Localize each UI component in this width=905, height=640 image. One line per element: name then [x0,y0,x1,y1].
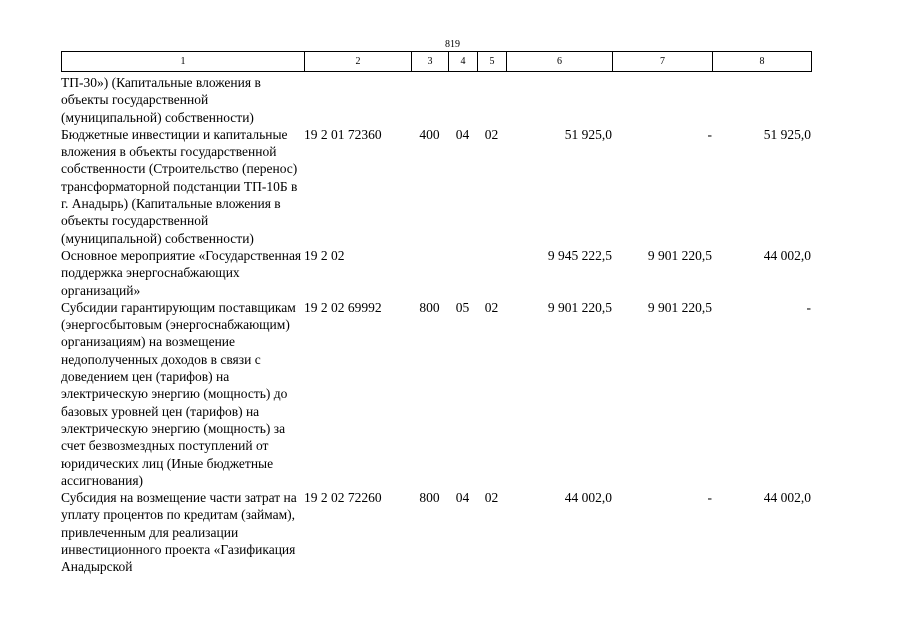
row-col4 [448,74,477,126]
row-code: 19 2 02 72260 [304,490,382,506]
table-row [61,489,811,575]
column-header-table [61,51,812,72]
row-col8: 44 002,0 [763,247,811,263]
row-col5 [477,74,506,126]
row-col8 [712,74,811,126]
row-col6 [506,74,612,126]
table-row [61,74,811,126]
row-col3: 400 [419,126,440,142]
column-header-2: 2 [305,52,412,72]
row-col5 [477,247,506,299]
row-col5: 02 [484,490,499,506]
row-col7: - [707,126,712,142]
row-col6: 9 901 220,5 [547,299,612,315]
row-code: 19 2 02 69992 [304,299,382,315]
column-header-5: 5 [478,52,507,72]
budget-table [61,74,811,576]
column-header-6: 6 [507,52,613,72]
row-col3: 800 [419,490,440,506]
column-header-3: 3 [412,52,449,72]
row-col8: - [806,299,811,315]
row-description: Основное мероприятие «Государственная поддержка энергоснабжающих организаций» [61,247,302,298]
row-code [304,74,411,126]
row-description: ТП-30») (Капитальные вложения в объекты государственной (муниципальной) собственности) [61,75,261,125]
row-col6: 44 002,0 [564,490,612,506]
row-col7: 9 901 220,5 [647,299,712,315]
row-description: Бюджетные инвестиции и капитальные вложения в объекты государственной собственности (Строительство (перенос) трансформаторной подстанции ТП-10Б в г. Анадырь) (Капитальные вложения в объекты государственной (муниципальной) собственности) [61,126,298,246]
row-col3: 800 [419,299,440,315]
row-col6: 51 925,0 [564,126,612,142]
row-col3 [411,74,448,126]
row-col7: - [707,490,712,506]
row-col8: 51 925,0 [763,126,811,142]
column-header-8: 8 [713,52,812,72]
column-header-7: 7 [613,52,713,72]
table-row [61,299,811,489]
row-col8: 44 002,0 [763,490,811,506]
row-col5: 02 [484,126,499,142]
column-header-1: 1 [62,52,305,72]
row-code: 19 2 02 [304,247,345,263]
row-col5: 02 [484,299,499,315]
row-col4: 04 [455,490,470,506]
page-number: 819 [445,39,460,50]
row-col7: 9 901 220,5 [647,247,712,263]
table-row [61,126,811,247]
column-header-4: 4 [449,52,478,72]
row-col3 [411,247,448,299]
row-col4 [448,247,477,299]
table-row [61,247,811,299]
row-col4: 04 [455,126,470,142]
row-col6: 9 945 222,5 [547,247,612,263]
row-description: Субсидии гарантирующим поставщикам (энергосбытовым (энергоснабжающим) организациям) на возмещение недополученных доходов в связи с доведением цен (тарифов) на электрическую энергию (мощность) до базовых уровней цен (тарифов) на электрическую энергию (мощность) за счет безвозмездных поступлений от юридических лиц (Иные бюджетные ассигнования) [61,299,296,488]
row-col7 [612,74,712,126]
row-col4: 05 [455,299,470,315]
row-description: Субсидия на возмещение части затрат на уплату процентов по кредитам (займам), привлеченным для реализации инвестиционного проекта «Газификация Анадырской [61,490,297,575]
column-header-row [62,52,812,72]
row-code: 19 2 01 72360 [304,126,382,142]
